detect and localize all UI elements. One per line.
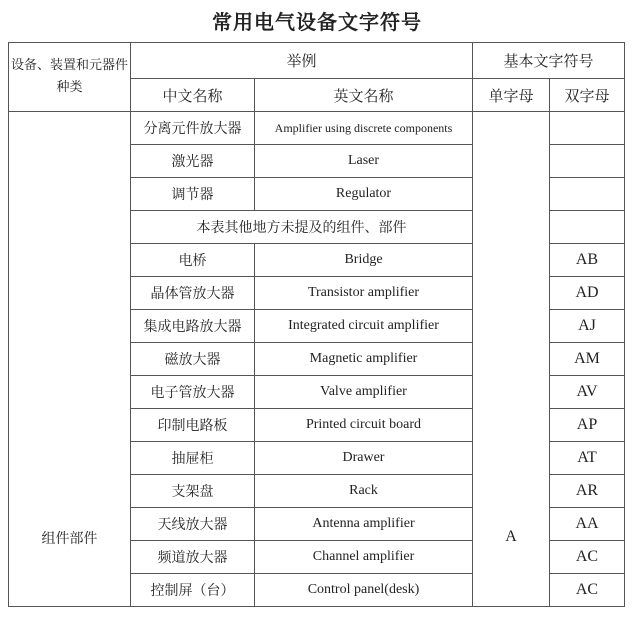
double-letter-cell — [550, 145, 625, 178]
en-name-cell: Bridge — [255, 244, 473, 277]
en-name-cell: Drawer — [255, 442, 473, 475]
cn-name-cell: 磁放大器 — [131, 343, 255, 376]
en-name-cell: Control panel(desk) — [255, 574, 473, 607]
table-row — [9, 112, 625, 145]
cn-name-cell: 印制电路板 — [131, 409, 255, 442]
cn-name-cell: 调节器 — [131, 178, 255, 211]
double-letter-cell: AT — [550, 442, 625, 475]
double-letter-cell: AR — [550, 475, 625, 508]
cn-name-cell: 晶体管放大器 — [131, 277, 255, 310]
double-letter-cell: AB — [550, 244, 625, 277]
en-name-cell: Transistor amplifier — [255, 277, 473, 310]
en-name-cell: Amplifier using discrete components — [255, 112, 473, 145]
cn-name-header: 中文名称 — [131, 79, 255, 112]
double-letter-header: 双字母 — [550, 79, 625, 112]
cn-name-cell: 电桥 — [131, 244, 255, 277]
double-letter-cell — [550, 211, 625, 244]
en-name-cell: Valve amplifier — [255, 376, 473, 409]
double-letter-cell: AV — [550, 376, 625, 409]
page-title: 常用电气设备文字符号 — [212, 10, 422, 34]
double-letter-cell — [550, 112, 625, 145]
double-letter-cell: AP — [550, 409, 625, 442]
merged-name-cell: 本表其他地方未提及的组件、部件 — [131, 211, 473, 244]
en-name-cell: Rack — [255, 475, 473, 508]
en-name-cell: Channel amplifier — [255, 541, 473, 574]
double-letter-cell: AC — [550, 574, 625, 607]
cn-name-cell: 激光器 — [131, 145, 255, 178]
basic-symbol-header: 基本文字符号 — [473, 43, 625, 79]
en-name-cell: Laser — [255, 145, 473, 178]
cn-name-cell: 集成电路放大器 — [131, 310, 255, 343]
cn-name-cell: 控制屏（台） — [131, 574, 255, 607]
en-name-cell: Magnetic amplifier — [255, 343, 473, 376]
double-letter-cell: AA — [550, 508, 625, 541]
cn-name-cell: 天线放大器 — [131, 508, 255, 541]
en-name-cell: Regulator — [255, 178, 473, 211]
double-letter-cell: AJ — [550, 310, 625, 343]
en-name-cell: Printed circuit board — [255, 409, 473, 442]
category-cell: 组件部件 — [9, 112, 131, 607]
cn-name-cell: 电子管放大器 — [131, 376, 255, 409]
single-letter-header: 单字母 — [473, 79, 550, 112]
example-header: 举例 — [131, 43, 473, 79]
symbol-table — [8, 42, 625, 607]
single-letter-cell: A — [473, 112, 550, 607]
en-name-cell: Integrated circuit amplifier — [255, 310, 473, 343]
category-header: 设备、装置和元器件种类 — [9, 43, 131, 112]
double-letter-cell — [550, 178, 625, 211]
double-letter-cell: AD — [550, 277, 625, 310]
en-name-header: 英文名称 — [255, 79, 473, 112]
cn-name-cell: 抽屉柜 — [131, 442, 255, 475]
double-letter-cell: AM — [550, 343, 625, 376]
double-letter-cell: AC — [550, 541, 625, 574]
cn-name-cell: 频道放大器 — [131, 541, 255, 574]
cn-name-cell: 分离元件放大器 — [131, 112, 255, 145]
en-name-cell: Antenna amplifier — [255, 508, 473, 541]
cn-name-cell: 支架盘 — [131, 475, 255, 508]
